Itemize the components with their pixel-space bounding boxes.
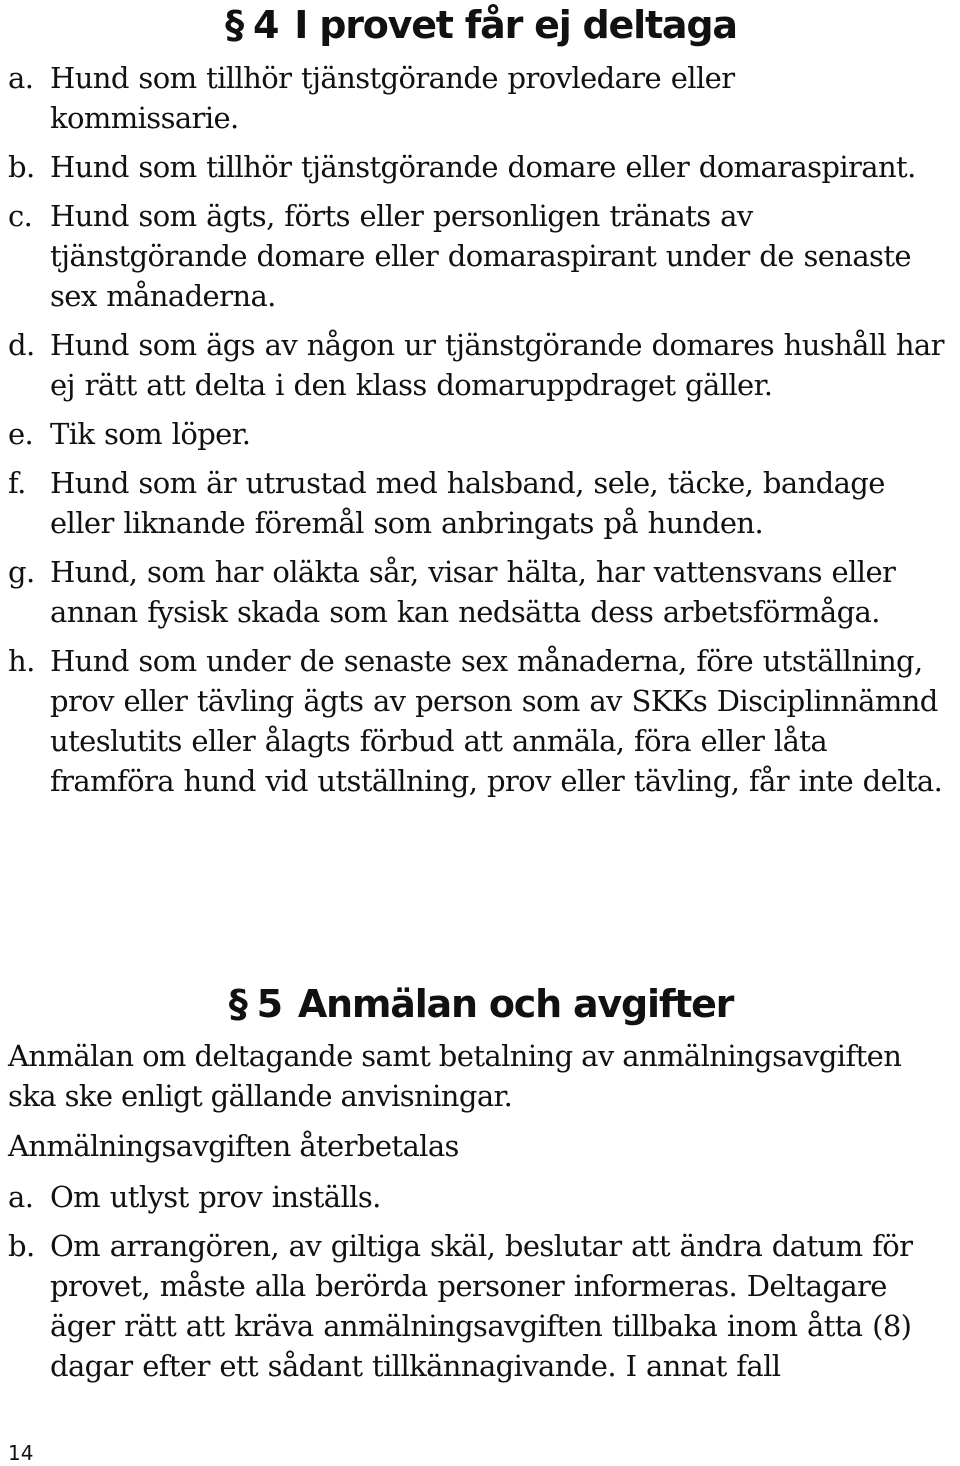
item-text: Hund som tillhör tjänstgörande domare eller domaraspirant.	[50, 150, 916, 184]
item-letter: h.	[8, 644, 35, 678]
list-item	[8, 1226, 954, 1386]
list-item	[8, 414, 954, 454]
paragraph-refund: Anmälningsavgiften återbetalas	[8, 1129, 459, 1163]
item-text: Om arrangören, av giltiga skäl, beslutar att ändra datum för provet, måste alla berörda personer informeras. Deltagare äger rätt att kräva anmälningsavgiften tillbaka inom åtta (8) dagar efter ett sådant tillkännagivande. I annat fall	[50, 1229, 913, 1383]
list-item	[8, 1177, 954, 1217]
list-item	[8, 552, 954, 632]
section-sign: §	[228, 982, 247, 1026]
list-item	[8, 641, 954, 801]
item-letter: a.	[8, 61, 34, 95]
item-text: Hund som ägs av någon ur tjänstgörande domares hushåll har ej rätt att delta i den klass domaruppdraget gäller.	[50, 328, 944, 402]
section-5-heading	[8, 982, 954, 1026]
section-title: Anmälan och avgifter	[297, 982, 734, 1026]
item-letter: b.	[8, 1229, 35, 1263]
item-text: Om utlyst prov inställs.	[50, 1180, 381, 1214]
item-letter: e.	[8, 417, 34, 451]
list-item	[8, 196, 954, 316]
list-item	[8, 58, 954, 138]
item-text: Hund, som har oläkta sår, visar hälta, har vattensvans eller annan fysisk skada som kan nedsätta dess arbetsförmåga.	[50, 555, 896, 629]
list-item	[8, 463, 954, 543]
section-5-list	[8, 1177, 954, 1386]
section-title: I provet får ej deltaga	[294, 3, 737, 47]
paragraph-registration: Anmälan om deltagande samt betalning av anmälningsavgiften ska ske enligt gällande anvisningar.	[8, 1039, 902, 1113]
item-text: Hund som under de senaste sex månaderna, före utställning, prov eller tävling ägts av person som av SKKs Disciplinnämnd uteslutits eller ålagts förbud att anmäla, föra eller låta framföra hund vid utställning, prov eller tävling, får inte delta.	[50, 644, 943, 798]
item-text: Hund som ägts, förts eller personligen tränats av tjänstgörande domare eller domaraspirant under de senaste sex månaderna.	[50, 199, 911, 313]
section-4-list	[8, 58, 954, 801]
list-item	[8, 325, 954, 405]
section-sign: §	[225, 3, 243, 47]
section-number: 5	[256, 982, 282, 1026]
item-letter: a.	[8, 1180, 34, 1214]
page-number: 14	[8, 1441, 34, 1465]
item-text: Tik som löper.	[50, 417, 251, 451]
section-number: 4	[252, 3, 279, 47]
item-letter: f.	[8, 466, 26, 500]
item-letter: g.	[8, 555, 35, 589]
item-letter: d.	[8, 328, 35, 362]
section-4-heading	[8, 3, 954, 47]
item-letter: c.	[8, 199, 33, 233]
item-text: Hund som tillhör tjänstgörande provledare eller kommissarie.	[50, 61, 735, 135]
item-letter: b.	[8, 150, 35, 184]
item-text: Hund som är utrustad med halsband, sele, täcke, bandage eller liknande föremål som anbringats på hunden.	[50, 466, 885, 540]
list-item	[8, 147, 954, 187]
